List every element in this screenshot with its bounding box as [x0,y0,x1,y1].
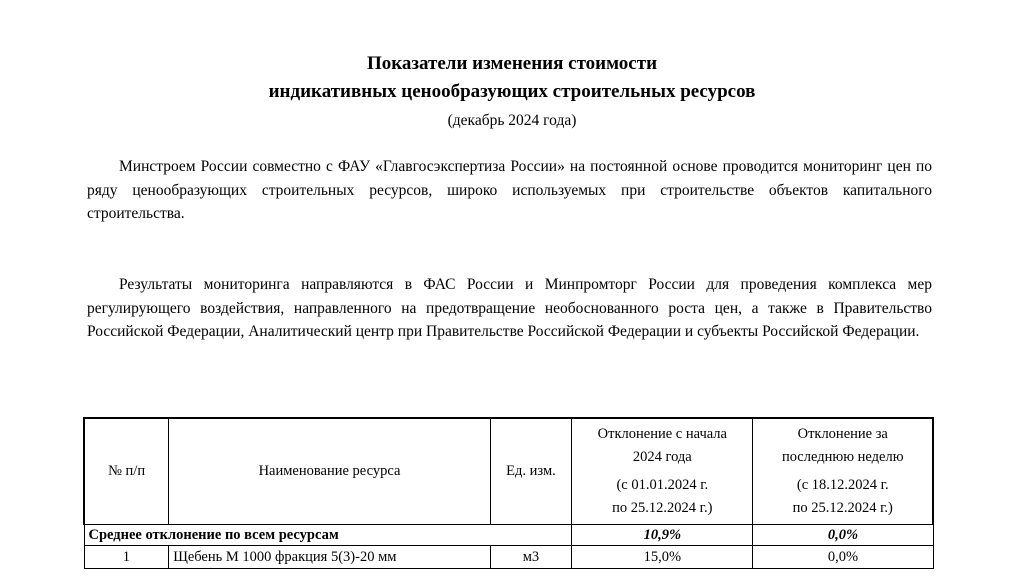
average-year-value: 10,9% [572,525,753,546]
table-header-row [84,418,933,525]
header-deviation-week-line-4: по 25.12.2024 г.) [792,500,893,516]
document-title-line-1: Показатели изменения стоимости [366,53,658,74]
header-deviation-year [572,418,753,525]
header-deviation-week-line-3: (с 18.12.2024 г. [796,477,889,493]
header-deviation-year-line-1: Отклонение с начала [597,426,727,442]
header-deviation-week-line-1: Отклонение за [797,426,888,442]
paragraph-results: Результаты мониторинга направляются в ФАС России и Минпромторг России для проведения комплекса мер регулирующего воздействия, направленного на предотвращение необоснованного роста цен, а также в Правительство Российской Федерации, Аналитический центр при Правительстве Российской Федерации и субъекты Российской Федерации. [87,276,932,340]
header-deviation-week [753,418,933,525]
row-unit: м3 [490,546,571,569]
header-unit: Ед. изм. [490,418,571,525]
document-subtitle: (декабрь 2024 года) [447,112,577,129]
row-name: Щебень М 1000 фракция 5(3)-20 мм [169,546,491,569]
header-deviation-year-line-3: (с 01.01.2024 г. [616,477,709,493]
average-week-value: 0,0% [753,525,933,546]
header-deviation-week-line-2: последнюю неделю [781,449,904,465]
document-title-line-2: индикативных ценообразующих строительных ресурсов [268,81,756,102]
row-week-value: 0,0% [753,546,933,569]
average-label: Среднее отклонение по всем ресурсам [84,525,572,546]
header-name: Наименование ресурса [169,418,491,525]
header-deviation-year-line-4: по 25.12.2024 г.) [612,500,713,516]
row-num: 1 [84,546,169,569]
header-deviation-year-line-2: 2024 года [632,449,692,465]
resources-table [83,417,934,569]
table-row [84,546,933,569]
row-year-value: 15,0% [572,546,753,569]
average-row [84,525,933,546]
paragraph-monitoring: Минстроем России совместно с ФАУ «Главгосэкспертиза России» на постоянной основе проводится мониторинг цен по ряду ценообразующих строительных ресурсов, широко используемых при строительстве объектов капитального строительства. [87,158,932,222]
header-num: № п/п [84,418,169,525]
